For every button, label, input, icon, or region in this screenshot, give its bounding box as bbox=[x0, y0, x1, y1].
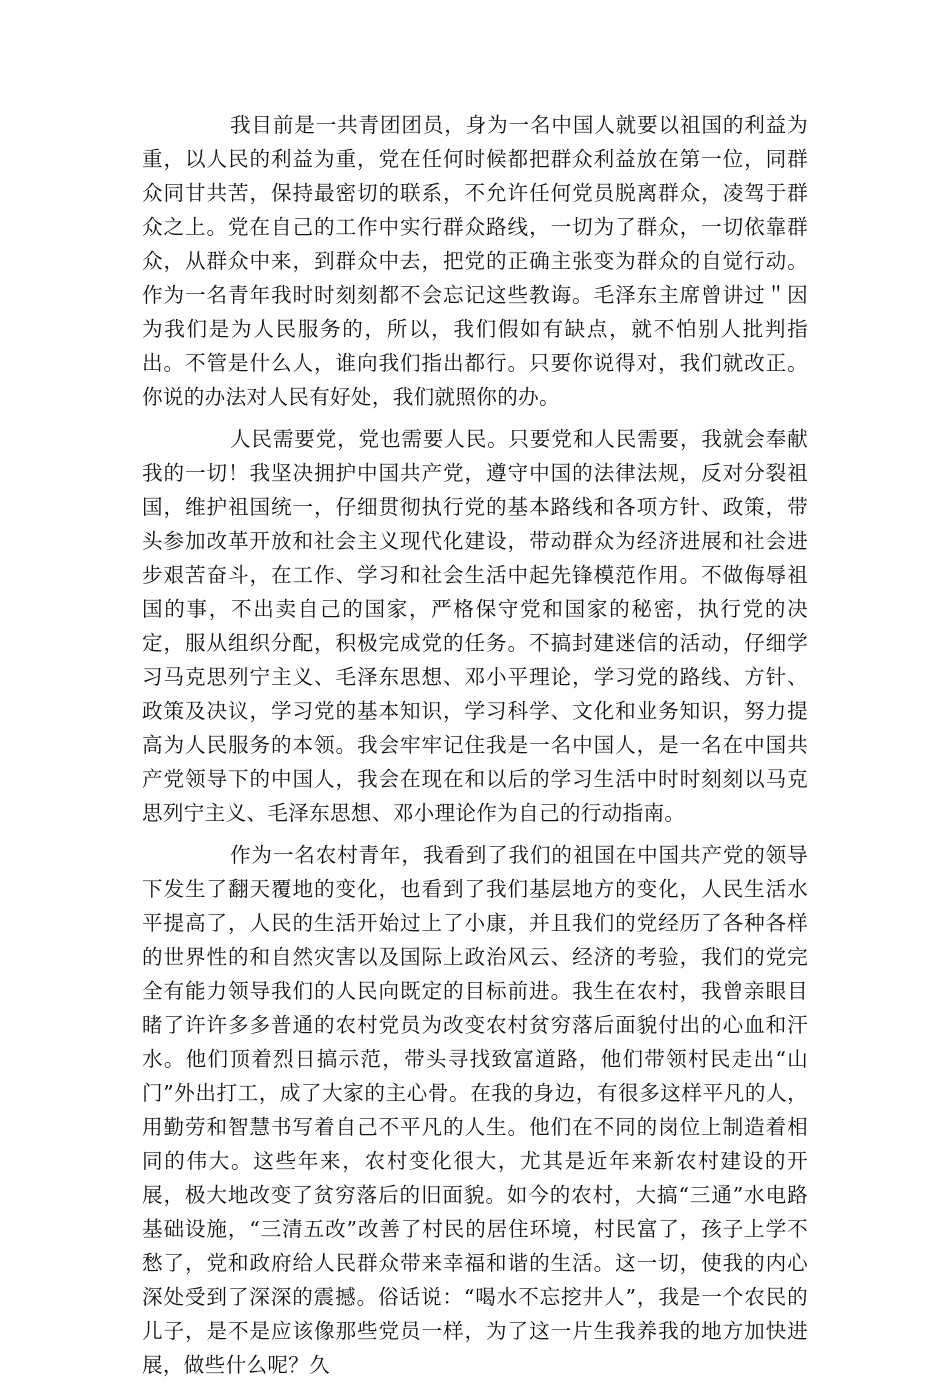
paragraph-2: 人民需要党，党也需要人民。只要党和人民需要，我就会奉献我的一切！我坚决拥护中国共产党，遵守中国的法律法规，反对分裂祖国，维护祖国统一，仔细贯彻执行党的基本路线和各项方针、政策，带头参加改革开放和社会主义现代化建设，带动群众为经济进展和社会进步艰苦奋斗，在工作、学习和社会生活中起先锋模范作用。不做侮辱祖国的事，不出卖自己的国家，严格保守党和国家的秘密，执行党的决定，服从组织分配，积极完成党的任务。不搞封建迷信的活动，仔细学习马克思列宁主义、毛泽东思想、邓小平理论，学习党的路线、方针、政策及决议，学习党的基本知识，学习科学、文化和业务知识，努力提高为人民服务的本领。我会牢牢记住我是一名中国人，是一名在中国共产党领导下的中国人，我会在现在和以后的学习生活中时时刻刻以马克思列宁主义、毛泽东思想、邓小理论作为自己的行动指南。 bbox=[142, 427, 808, 825]
paragraph-1: 我目前是一共青团团员，身为一名中国人就要以祖国的利益为重，以人民的利益为重，党在任何时候都把群众利益放在第一位，同群众同甘共苦，保持最密切的联系，不允许任何党员脱离群众，凌驾于群众之上。党在自己的工作中实行群众路线，一切为了群众，一切依靠群众，从群众中来，到群众中去，把党的正确主张变为群众的自觉行动。作为一名青年我时时刻刻都不会忘记这些教诲。毛泽东主席曾讲过＂因为我们是为人民服务的，所以，我们假如有缺点，就不怕别人批判指出。不管是什么人，谁向我们指出都行。只要你说得对，我们就改正。你说的办法对人民有好处，我们就照你的办。 bbox=[142, 113, 808, 409]
document-body bbox=[142, 108, 808, 1390]
paragraph-3: 作为一名农村青年，我看到了我们的祖国在中国共产党的领导下发生了翻天覆地的变化，也看到了我们基层地方的变化，人民生活水平提高了，人民的生活开始过上了小康，并且我们的党经历了各种各样的世界性的和自然灾害以及国际上政治风云、经济的考验，我们的党完全有能力领导我们的人民向既定的目标前进。我生在农村，我曾亲眼目睹了许许多多普通的农村党员为改变农村贫穷落后面貌付出的心血和汗水。他们顶着烈日搞示范，带头寻找致富道路，他们带领村民走出“山门”外出打工，成了大家的主心骨。在我的身边，有很多这样平凡的人，用勤劳和智慧书写着自己不平凡的人生。他们在不同的岗位上制造着相同的伟大。这些年来，农村变化很大，尤其是近年来新农村建设的开展，极大地改变了贫穷落后的旧面貌。如今的农村，大搞“三通”水电路基础设施，“三清五改”改善了村民的居住环境，村民富了，孩子上学不愁了，党和政府给人民群众带来幸福和谐的生活。这一切，使我的内心深处受到了深深的震撼。俗话说：“喝水不忘挖井人”，我是一个农民的儿子，是不是应该像那些党员一样，为了这一片生我养我的地方加快进展，做些什么呢？久 bbox=[142, 843, 808, 1377]
